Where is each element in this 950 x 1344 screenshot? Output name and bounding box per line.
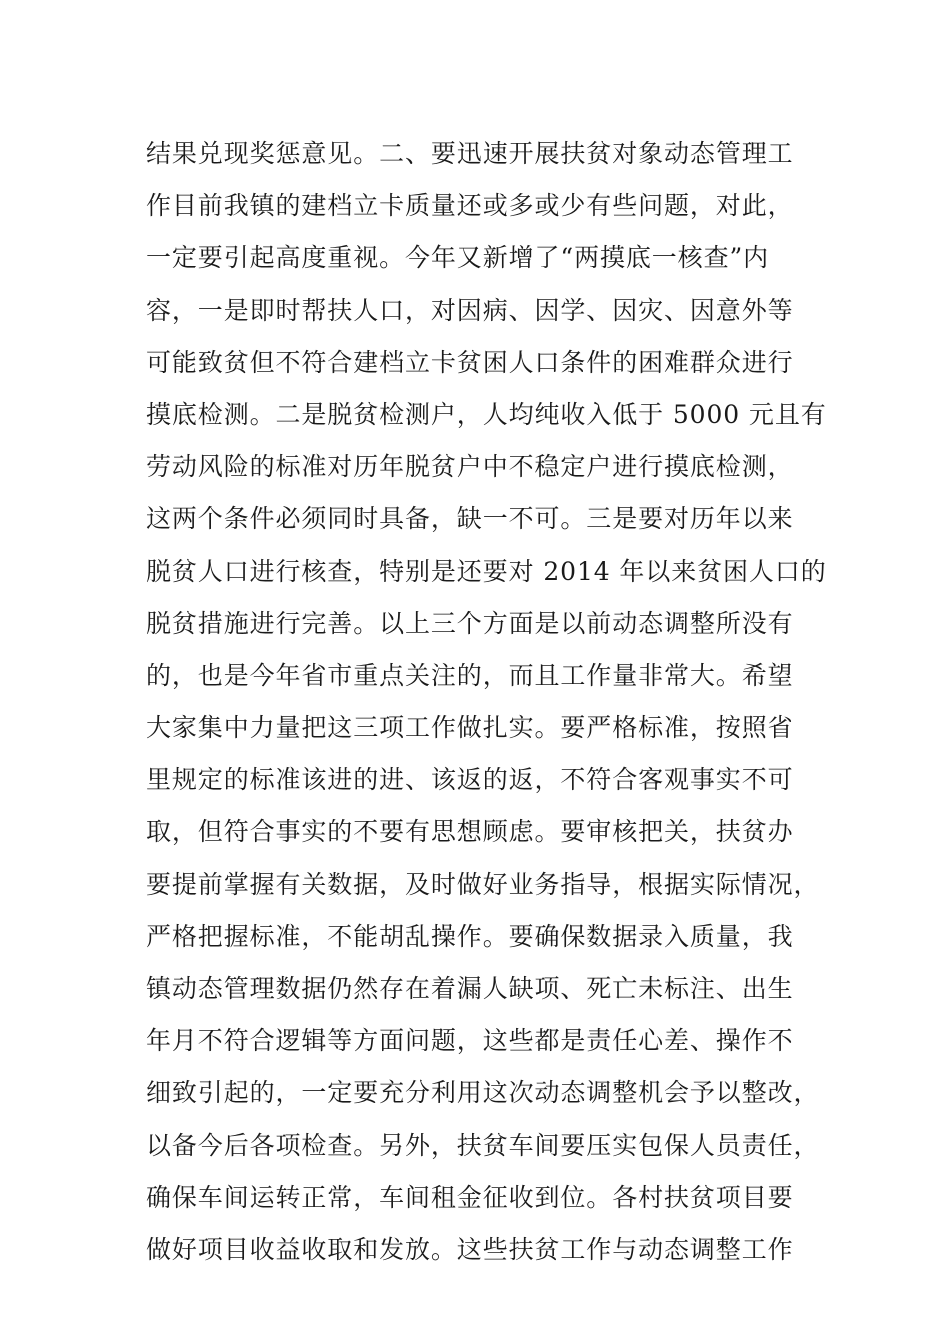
text-line: 取，但符合事实的不要有思想顾虑。要审核把关，扶贫办 [146, 817, 794, 847]
text-line: 大家集中力量把这三项工作做扎实。要严格标准，按照省 [146, 713, 794, 743]
text-line: 容，一是即时帮扶人口，对因病、因学、因灾、因意外等 [146, 295, 794, 325]
body-text [146, 128, 827, 1276]
text-line: 里规定的标准该进的进、该返的返，不符合客观事实不可 [146, 765, 794, 795]
text-line: 以备今后各项检查。另外，扶贫车间要压实包保人员责任， [146, 1130, 820, 1160]
text-line: 作目前我镇的建档立卡质量还或多或少有些问题，对此， [146, 191, 794, 221]
text-line: 脱贫措施进行完善。以上三个方面是以前动态调整所没有 [146, 608, 794, 638]
text-line: 的，也是今年省市重点关注的，而且工作量非常大。希望 [146, 660, 794, 690]
text-line: 这两个条件必须同时具备，缺一不可。三是要对历年以来 [146, 504, 794, 534]
text-line: 镇动态管理数据仍然存在着漏人缺项、死亡未标注、出生 [146, 974, 794, 1003]
text-line: 脱贫人口进行核查，特别是还要对 2014 年以来贫困人口的 [146, 556, 827, 586]
text-line: 做好项目收益收取和发放。这些扶贫工作与动态调整工作 [146, 1234, 794, 1264]
text-line: 年月不符合逻辑等方面问题，这些都是责任心差、操作不 [146, 1026, 794, 1056]
text-line: 严格把握标准，不能胡乱操作。要确保数据录入质量，我 [146, 921, 794, 951]
text-line: 结果兑现奖惩意见。二、要迅速开展扶贫对象动态管理工 [146, 139, 794, 168]
text-line: 确保车间运转正常，车间租金征收到位。各村扶贫项目要 [146, 1182, 794, 1212]
text-line: 摸底检测。二是脱贫检测户，人均纯收入低于 5000 元且有 [146, 399, 827, 429]
text-line: 细致引起的，一定要充分利用这次动态调整机会予以整改， [146, 1078, 820, 1108]
text-line: 一定要引起高度重视。今年又新增了“两摸底一核查”内 [146, 243, 770, 273]
text-line: 可能致贫但不符合建档立卡贫困人口条件的困难群众进行 [146, 347, 794, 377]
text-line: 劳动风险的标准对历年脱贫户中不稳定户进行摸底检测， [146, 452, 794, 482]
text-line: 要提前掌握有关数据，及时做好业务指导，根据实际情况， [146, 869, 820, 899]
